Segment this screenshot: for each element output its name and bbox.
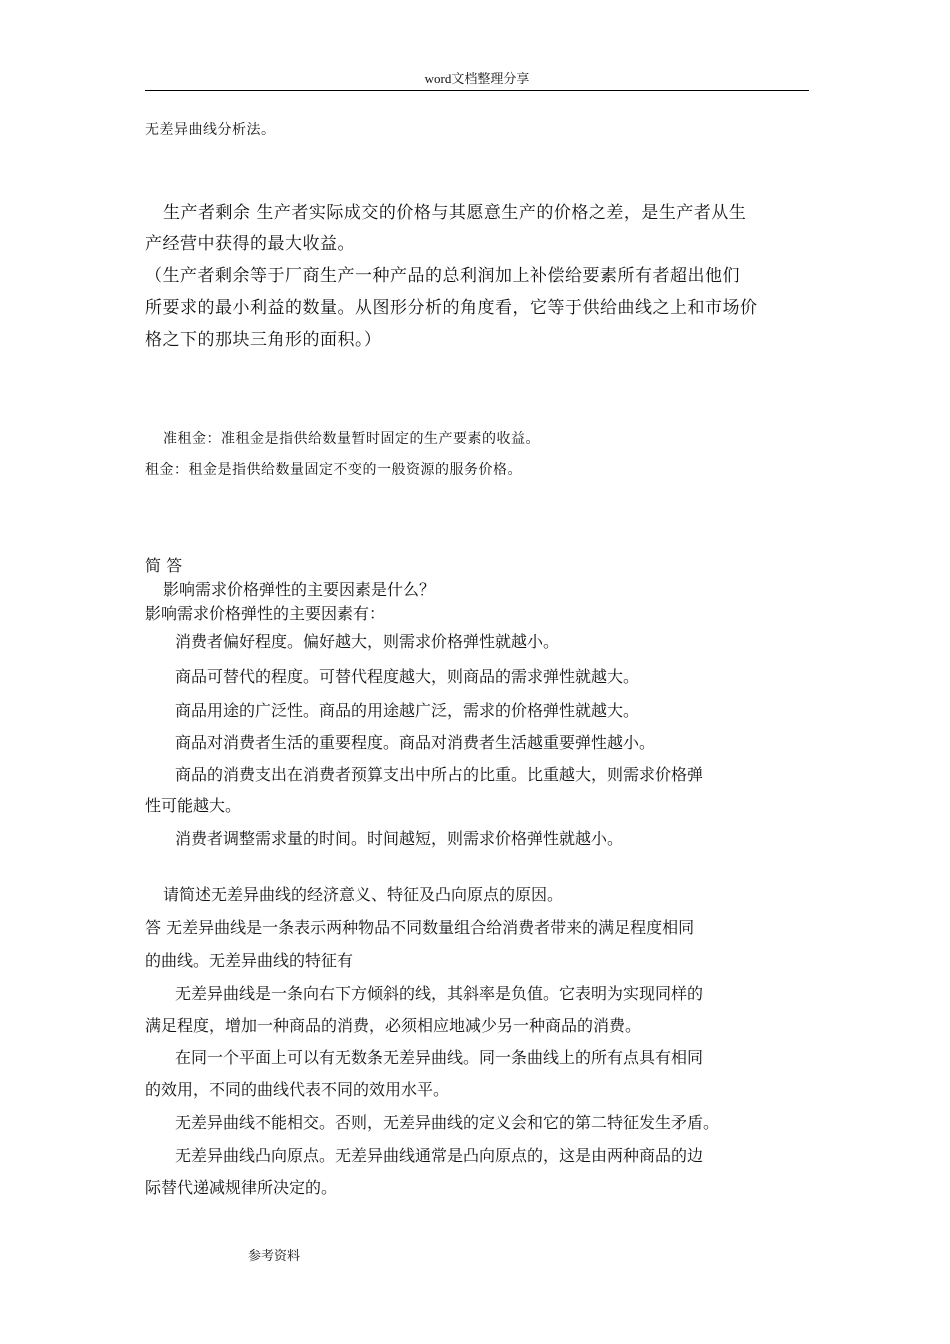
text-line: （生产者剩余等于厂商生产一种产品的总利润加上补偿给要素所有者超出他们 xyxy=(145,266,740,286)
page-footer: 参考资料 xyxy=(248,1249,301,1264)
text-line: 性可能越大。 xyxy=(145,796,242,815)
text-line: 租金：租金是指供给数量固定不变的一般资源的服务价格。 xyxy=(145,462,522,478)
list-item: 无差异曲线不能相交。否则，无差异曲线的定义会和它的第二特征发生矛盾。 xyxy=(175,1113,720,1132)
question: 影响需求价格弹性的主要因素是什么？ xyxy=(163,580,436,599)
text-line: 际替代递减规律所决定的。 xyxy=(145,1178,338,1197)
text-line: 所要求的最小利益的数量。从图形分析的角度看，它等于供给曲线之上和市场价 xyxy=(145,298,758,318)
text-line: 准租金：准租金是指供给数量暂时固定的生产要素的收益。 xyxy=(163,431,540,447)
question: 请简述无差异曲线的经济意义、特征及凸向原点的原因。 xyxy=(163,885,564,904)
page-header: word文档整理分享 xyxy=(145,72,809,91)
list-item: 在同一个平面上可以有无数条无差异曲线。同一条曲线上的所有点具有相同 xyxy=(175,1048,704,1067)
list-item: 消费者调整需求量的时间。时间越短，则需求价格弹性就越小。 xyxy=(175,829,624,848)
section-heading: 简 答 xyxy=(145,556,183,575)
text-line: 影响需求价格弹性的主要因素有： xyxy=(145,604,386,623)
list-item: 商品对消费者生活的重要程度。商品对消费者生活越重要弹性越小。 xyxy=(175,733,656,752)
list-item: 无差异曲线是一条向右下方倾斜的线，其斜率是负值。它表明为实现同样的 xyxy=(175,984,704,1003)
text-line: 的曲线。无差异曲线的特征有 xyxy=(145,951,354,970)
list-item: 商品用途的广泛性。商品的用途越广泛，需求的价格弹性就越大。 xyxy=(175,701,640,720)
text-line: 生产者剩余 生产者实际成交的价格与其愿意生产的价格之差，是生产者从生 xyxy=(163,203,747,223)
list-item: 商品的消费支出在消费者预算支出中所占的比重。比重越大，则需求价格弹 xyxy=(175,765,704,784)
text-line: 产经营中获得的最大收益。 xyxy=(145,234,355,254)
text-line: 答 无差异曲线是一条表示两种物品不同数量组合给消费者带来的满足程度相同 xyxy=(145,918,695,937)
list-item: 无差异曲线凸向原点。无差异曲线通常是凸向原点的，这是由两种商品的边 xyxy=(175,1146,704,1165)
text-line: 格之下的那块三角形的面积。） xyxy=(145,330,382,350)
text-line: 的效用，不同的曲线代表不同的效用水平。 xyxy=(145,1080,450,1099)
list-item: 商品可替代的程度。可替代程度越大，则商品的需求弹性就越大。 xyxy=(175,667,640,686)
text-line: 满足程度，增加一种商品的消费，必须相应地减少另一种商品的消费。 xyxy=(145,1016,642,1035)
text-line: 无差异曲线分析法。 xyxy=(145,122,276,138)
list-item: 消费者偏好程度。偏好越大，则需求价格弹性就越小。 xyxy=(175,632,560,651)
